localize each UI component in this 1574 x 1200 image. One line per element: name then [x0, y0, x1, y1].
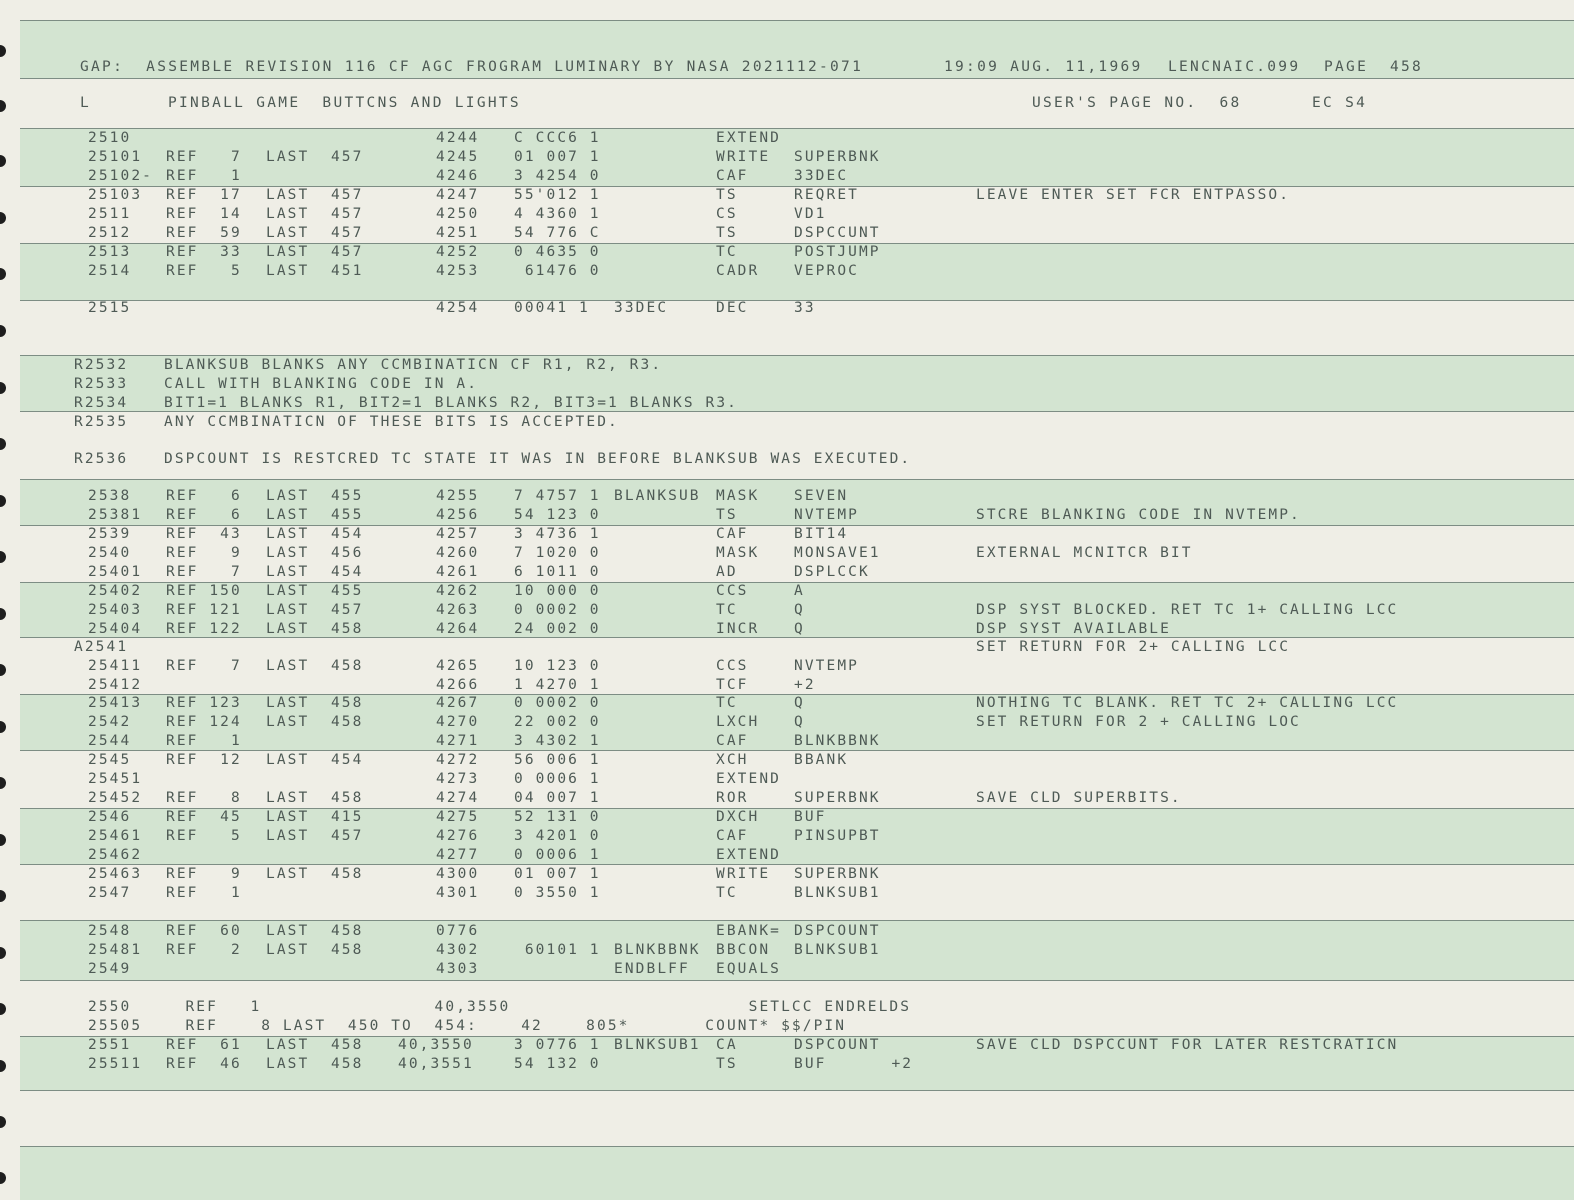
- operand: MONSAVE1: [794, 545, 881, 561]
- ref-count: REF 61: [166, 1037, 242, 1053]
- object-code: 0 0006 1: [514, 847, 601, 863]
- feed-hole: [0, 155, 6, 167]
- ruled-line: [20, 980, 1574, 981]
- ref-count: REF 7: [166, 658, 242, 674]
- last-ref: LAST 458: [266, 658, 364, 674]
- feed-hole: [0, 551, 6, 563]
- remark-number: R2535: [74, 414, 129, 430]
- symbol-label: BLANKSUB: [614, 488, 701, 504]
- last-ref: LAST 458: [266, 714, 364, 730]
- opcode: MASK: [716, 545, 760, 561]
- ref-count: REF 1: [166, 733, 242, 749]
- remark-text: ANY CCMBINATICN OF THESE BITS IS ACCEPTED.: [164, 414, 619, 430]
- last-ref: LAST 457: [266, 244, 364, 260]
- feed-hole: [0, 382, 6, 394]
- address: 4247: [436, 187, 480, 203]
- line-number: 2538: [88, 488, 132, 504]
- address: 0776: [436, 923, 480, 939]
- line-number: 2544: [88, 733, 132, 749]
- object-code: 01 007 1: [514, 149, 601, 165]
- address: 4276: [436, 828, 480, 844]
- operand: SUPERBNK: [794, 149, 881, 165]
- line-number: 25401: [88, 564, 143, 580]
- line-number: 25452: [88, 790, 143, 806]
- feed-hole: [0, 947, 6, 959]
- feed-hole: [0, 1116, 6, 1128]
- opcode: BBCON: [716, 942, 771, 958]
- address: 4261: [436, 564, 480, 580]
- ec-number: EC S4: [1312, 95, 1368, 111]
- ref-count: REF 122: [166, 621, 242, 637]
- opcode: WRITE: [716, 149, 771, 165]
- feed-hole: [0, 721, 6, 733]
- ref-count: REF 46: [166, 1056, 242, 1072]
- ref-count: REF 5: [166, 828, 242, 844]
- ref-count: REF 43: [166, 526, 242, 542]
- feed-hole: [0, 834, 6, 846]
- tractor-feed-holes: [0, 0, 16, 1200]
- last-ref: LAST 457: [266, 828, 364, 844]
- section-letter: L: [80, 95, 92, 111]
- line-number: 25461: [88, 828, 143, 844]
- last-ref: LAST 457: [266, 225, 364, 241]
- ruled-line: [20, 864, 1574, 865]
- address: 4246: [436, 168, 480, 184]
- line-number: 25103: [88, 187, 143, 203]
- feed-hole: [0, 664, 6, 676]
- object-code: 22 002 0: [514, 714, 601, 730]
- object-code: 55'012 1: [514, 187, 601, 203]
- address: 4253: [436, 263, 480, 279]
- last-ref: LAST 458: [266, 621, 364, 637]
- remark-text: BIT1=1 BLANKS R1, BIT2=1 BLANKS R2, BIT3=1 BLANKS R3.: [164, 395, 738, 411]
- comment: STCRE BLANKING CODE IN NVTEMP.: [976, 507, 1301, 523]
- opcode: TC: [716, 885, 738, 901]
- line-number: 25101: [88, 149, 143, 165]
- line-number: 2548: [88, 923, 132, 939]
- address: 4302: [436, 942, 480, 958]
- ruled-line: [20, 637, 1574, 638]
- feed-hole: [0, 45, 6, 57]
- line-number: 25451: [88, 771, 143, 787]
- operand: Q: [794, 621, 805, 637]
- ref-count: REF 14: [166, 206, 242, 222]
- last-ref: LAST 454: [266, 564, 364, 580]
- last-ref: LAST 458: [266, 695, 364, 711]
- object-code: 24 002 0: [514, 621, 601, 637]
- last-ref: LAST 454: [266, 526, 364, 542]
- line-number: 2546: [88, 809, 132, 825]
- line-number: 2540: [88, 545, 132, 561]
- address: 4245: [436, 149, 480, 165]
- opcode: TS: [716, 225, 738, 241]
- feed-hole: [0, 777, 6, 789]
- object-code: 4 4360 1: [514, 206, 601, 222]
- comment: SET RETURN FOR 2+ CALLING LCC: [976, 639, 1291, 655]
- comment: SAVE CLD DSPCCUNT FOR LATER RESTCRATICN: [976, 1037, 1399, 1053]
- remark-text: DSPCOUNT IS RESTCRED TC STATE IT WAS IN BEFORE BLANKSUB WAS EXECUTED.: [164, 451, 912, 467]
- address: 4254: [436, 300, 480, 316]
- last-ref: LAST 454: [266, 752, 364, 768]
- object-code: 7 1020 0: [514, 545, 601, 561]
- assembly-datetime: 19:09 AUG. 11,1969: [944, 59, 1143, 75]
- page-label: PAGE: [1324, 59, 1369, 75]
- line-number: 25102-: [88, 168, 153, 184]
- last-ref: LAST 458: [266, 923, 364, 939]
- opcode: EXTEND: [716, 847, 781, 863]
- line-number: 2513: [88, 244, 132, 260]
- operand: Q: [794, 602, 805, 618]
- operand: Q: [794, 695, 805, 711]
- opcode: CAF: [716, 168, 749, 184]
- opcode: AD: [716, 564, 738, 580]
- opcode: EXTEND: [716, 771, 781, 787]
- object-code: 7 4757 1: [514, 488, 601, 504]
- operand: VD1: [794, 206, 827, 222]
- line-number: 2545: [88, 752, 132, 768]
- object-code: 54 123 0: [514, 507, 601, 523]
- address: 4273: [436, 771, 480, 787]
- line-number: 2549: [88, 961, 132, 977]
- object-code: 0 0002 0: [514, 695, 601, 711]
- object-code: 3 4302 1: [514, 733, 601, 749]
- operand: BUF: [794, 809, 827, 825]
- ruled-line: [20, 78, 1574, 79]
- line-number: A2541: [74, 639, 129, 655]
- opcode: TC: [716, 244, 738, 260]
- opcode: CCS: [716, 658, 749, 674]
- remark-number: R2534: [74, 395, 129, 411]
- address: 4252: [436, 244, 480, 260]
- line-number: 25402: [88, 583, 143, 599]
- operand: SUPERBNK: [794, 866, 881, 882]
- object-code: 6 1011 0: [514, 564, 601, 580]
- last-ref: LAST 455: [266, 583, 364, 599]
- ruled-line: [20, 750, 1574, 751]
- line-number: 25463: [88, 866, 143, 882]
- ref-count: REF 1: [166, 885, 242, 901]
- ref-count: REF 121: [166, 602, 242, 618]
- opcode: INCR: [716, 621, 760, 637]
- operand: BLNKSUB1: [794, 942, 881, 958]
- address: 4265: [436, 658, 480, 674]
- opcode: TC: [716, 695, 738, 711]
- opcode: EQUALS: [716, 961, 781, 977]
- remark-text: BLANKSUB BLANKS ANY CCMBINATICN CF R1, R2, R3.: [164, 357, 663, 373]
- users-page-number: USER'S PAGE NO. 68: [1032, 95, 1242, 111]
- address: 4300: [436, 866, 480, 882]
- greenbar-band: [20, 1146, 1574, 1200]
- last-ref: LAST 457: [266, 187, 364, 203]
- address: 4260: [436, 545, 480, 561]
- operand: NVTEMP: [794, 507, 859, 523]
- object-code: C CCC6 1: [514, 130, 601, 146]
- ref-count: REF 60: [166, 923, 242, 939]
- address: 4270: [436, 714, 480, 730]
- listing-line: 2550 REF 1 40,3550 SETLCC ENDRELDS: [88, 999, 912, 1015]
- object-code: 1 4270 1: [514, 677, 601, 693]
- comment: SET RETURN FOR 2 + CALLING LOC: [976, 714, 1301, 730]
- ref-count: REF 12: [166, 752, 242, 768]
- ref-count: REF 6: [166, 507, 242, 523]
- address: 4257: [436, 526, 480, 542]
- last-ref: LAST 458: [266, 1037, 364, 1053]
- line-number: 25462: [88, 847, 143, 863]
- object-code: 54 776 C: [514, 225, 601, 241]
- address: 4251: [436, 225, 480, 241]
- opcode: DXCH: [716, 809, 760, 825]
- remark-number: R2536: [74, 451, 129, 467]
- operand: BLNKSUB1: [794, 885, 881, 901]
- object-code: 10 000 0: [514, 583, 601, 599]
- line-number: 2512: [88, 225, 132, 241]
- symbol-label: ENDBLFF: [614, 961, 690, 977]
- operand: BBANK: [794, 752, 849, 768]
- ref-count: REF 2: [166, 942, 242, 958]
- operand: DSPCOUNT: [794, 923, 881, 939]
- feed-hole: [0, 890, 6, 902]
- last-ref: LAST 458: [266, 866, 364, 882]
- operand: DSPCCUNT: [794, 225, 881, 241]
- address: 4262: [436, 583, 480, 599]
- address: 4303: [436, 961, 480, 977]
- address: 4263: [436, 602, 480, 618]
- operand: 33DEC: [794, 168, 849, 184]
- ruled-line: [20, 355, 1574, 356]
- ref-count: REF 17: [166, 187, 242, 203]
- last-ref: LAST 458: [266, 942, 364, 958]
- operand: A: [794, 583, 805, 599]
- feed-hole: [0, 608, 6, 620]
- opcode: TC: [716, 602, 738, 618]
- object-code: 0 0006 1: [514, 771, 601, 787]
- ref-count: REF 8: [166, 790, 242, 806]
- object-code: 10 123 0: [514, 658, 601, 674]
- ref-count: REF 124: [166, 714, 242, 730]
- last-ref: LAST 457: [266, 602, 364, 618]
- address: 4266: [436, 677, 480, 693]
- opcode: TS: [716, 507, 738, 523]
- opcode: EXTEND: [716, 130, 781, 146]
- operand: PINSUPBT: [794, 828, 881, 844]
- object-code: 00041 1: [514, 300, 590, 316]
- feed-hole: [0, 1003, 6, 1015]
- line-number: 2547: [88, 885, 132, 901]
- address: 4277: [436, 847, 480, 863]
- object-code: 3 4254 0: [514, 168, 601, 184]
- ruled-line: [20, 1146, 1574, 1147]
- ref-count: REF 9: [166, 866, 242, 882]
- opcode: CS: [716, 206, 738, 222]
- operand: VEPROC: [794, 263, 859, 279]
- ref-count: REF 9: [166, 545, 242, 561]
- opcode: CAF: [716, 828, 749, 844]
- object-code: 04 007 1: [514, 790, 601, 806]
- operand: NVTEMP: [794, 658, 859, 674]
- listing-line: 25505 REF 8 LAST 450 TO 454: 42 805* COUNT* $$/PIN: [88, 1018, 847, 1034]
- operand: SUPERBNK: [794, 790, 881, 806]
- address: 4272: [436, 752, 480, 768]
- ref-count: REF 1: [166, 168, 242, 184]
- opcode: TS: [716, 1056, 738, 1072]
- operand: Q: [794, 714, 805, 730]
- feed-hole: [0, 268, 6, 280]
- ref-count: REF 7: [166, 149, 242, 165]
- object-code: 61476 0: [514, 263, 601, 279]
- line-number: 2510: [88, 130, 132, 146]
- feed-hole: [0, 1172, 6, 1184]
- line-number: 25404: [88, 621, 143, 637]
- line-number: 25403: [88, 602, 143, 618]
- opcode: TS: [716, 187, 738, 203]
- ruled-line: [20, 128, 1574, 129]
- line-number: 2514: [88, 263, 132, 279]
- address: 4275: [436, 809, 480, 825]
- opcode: LXCH: [716, 714, 760, 730]
- line-number: 25481: [88, 942, 143, 958]
- comment: SAVE CLD SUPERBITS.: [976, 790, 1182, 806]
- opcode: MASK: [716, 488, 760, 504]
- ruled-line: [20, 920, 1574, 921]
- ruled-line: [20, 1090, 1574, 1091]
- tape-name: LENCNAIC.099: [1168, 59, 1301, 75]
- line-number: 25381: [88, 507, 143, 523]
- address: 4250: [436, 206, 480, 222]
- address: 4256: [436, 507, 480, 523]
- comment: LEAVE ENTER SET FCR ENTPASSO.: [976, 187, 1291, 203]
- address: 4264: [436, 621, 480, 637]
- last-ref: LAST 458: [266, 1056, 364, 1072]
- object-code: 3 0776 1: [514, 1037, 601, 1053]
- comment: DSP SYST BLOCKED. RET TC 1+ CALLING LCC: [976, 602, 1399, 618]
- ref-count: REF 6: [166, 488, 242, 504]
- symbol-label: 33DEC: [614, 300, 669, 316]
- symbol-label: BLNKBBNK: [614, 942, 701, 958]
- opcode: ROR: [716, 790, 749, 806]
- object-code: 3 4201 0: [514, 828, 601, 844]
- address: 4274: [436, 790, 480, 806]
- ref-count: REF 5: [166, 263, 242, 279]
- object-code: 54 132 0: [514, 1056, 601, 1072]
- line-number: 2551: [88, 1037, 132, 1053]
- object-code: 56 006 1: [514, 752, 601, 768]
- address: 40,3550: [398, 1037, 474, 1053]
- line-number: 2539: [88, 526, 132, 542]
- ruled-line: [20, 411, 1574, 412]
- ref-count: REF 150: [166, 583, 242, 599]
- object-code: 0 0002 0: [514, 602, 601, 618]
- opcode: EBANK=: [716, 923, 781, 939]
- line-number: 2515: [88, 300, 132, 316]
- object-code: 01 007 1: [514, 866, 601, 882]
- page-number: 458: [1390, 59, 1424, 75]
- operand: DSPLCCK: [794, 564, 870, 580]
- feed-hole: [0, 325, 6, 337]
- ruled-line: [20, 20, 1574, 21]
- object-code: 3 4736 1: [514, 526, 601, 542]
- line-number: 25413: [88, 695, 143, 711]
- operand: SEVEN: [794, 488, 849, 504]
- ruled-line: [20, 479, 1574, 480]
- operand: BLNKBBNK: [794, 733, 881, 749]
- operand: +2: [794, 677, 816, 693]
- ref-count: REF 7: [166, 564, 242, 580]
- opcode: CAF: [716, 526, 749, 542]
- opcode: TCF: [716, 677, 749, 693]
- opcode: CCS: [716, 583, 749, 599]
- comment: DSP SYST AVAILABLE: [976, 621, 1171, 637]
- address: 4255: [436, 488, 480, 504]
- object-code: 60101 1: [514, 942, 601, 958]
- assembly-header: GAP: ASSEMBLE REVISION 116 CF AGC FROGRAM LUMINARY BY NASA 2021112-071: [80, 59, 864, 75]
- address: 4244: [436, 130, 480, 146]
- last-ref: LAST 415: [266, 809, 364, 825]
- line-number: 2511: [88, 206, 132, 222]
- ref-count: REF 33: [166, 244, 242, 260]
- address: 4301: [436, 885, 480, 901]
- last-ref: LAST 455: [266, 488, 364, 504]
- last-ref: LAST 457: [266, 149, 364, 165]
- opcode: CA: [716, 1037, 738, 1053]
- section-title: PINBALL GAME BUTTCNS AND LIGHTS: [168, 95, 521, 111]
- feed-hole: [0, 212, 6, 224]
- object-code: 52 131 0: [514, 809, 601, 825]
- line-number: 25411: [88, 658, 143, 674]
- remark-number: R2532: [74, 357, 129, 373]
- opcode: DEC: [716, 300, 749, 316]
- operand: 33: [794, 300, 816, 316]
- ref-count: REF 123: [166, 695, 242, 711]
- symbol-label: BLNKSUB1: [614, 1037, 701, 1053]
- address: 4267: [436, 695, 480, 711]
- remark-text: CALL WITH BLANKING CODE IN A.: [164, 376, 479, 392]
- operand: POSTJUMP: [794, 244, 881, 260]
- ref-count: REF 45: [166, 809, 242, 825]
- comment: NOTHING TC BLANK. RET TC 2+ CALLING LCC: [976, 695, 1399, 711]
- last-ref: LAST 455: [266, 507, 364, 523]
- opcode: CADR: [716, 263, 760, 279]
- opcode: WRITE: [716, 866, 771, 882]
- feed-hole: [0, 438, 6, 450]
- ref-count: REF 59: [166, 225, 242, 241]
- opcode: XCH: [716, 752, 749, 768]
- feed-hole: [0, 100, 6, 112]
- feed-hole: [0, 495, 6, 507]
- operand: REQRET: [794, 187, 859, 203]
- feed-hole: [0, 1060, 6, 1072]
- line-number: 25511: [88, 1056, 143, 1072]
- opcode: CAF: [716, 733, 749, 749]
- object-code: 0 3550 1: [514, 885, 601, 901]
- line-number: 25412: [88, 677, 143, 693]
- address: 40,3551: [398, 1056, 474, 1072]
- address: 4271: [436, 733, 480, 749]
- operand: BIT14: [794, 526, 849, 542]
- last-ref: LAST 456: [266, 545, 364, 561]
- remark-number: R2533: [74, 376, 129, 392]
- last-ref: LAST 451: [266, 263, 364, 279]
- comment: EXTERNAL MCNITCR BIT: [976, 545, 1193, 561]
- object-code: 0 4635 0: [514, 244, 601, 260]
- operand: DSPCOUNT: [794, 1037, 881, 1053]
- last-ref: LAST 457: [266, 206, 364, 222]
- operand: BUF +2: [794, 1056, 914, 1072]
- last-ref: LAST 458: [266, 790, 364, 806]
- line-number: 2542: [88, 714, 132, 730]
